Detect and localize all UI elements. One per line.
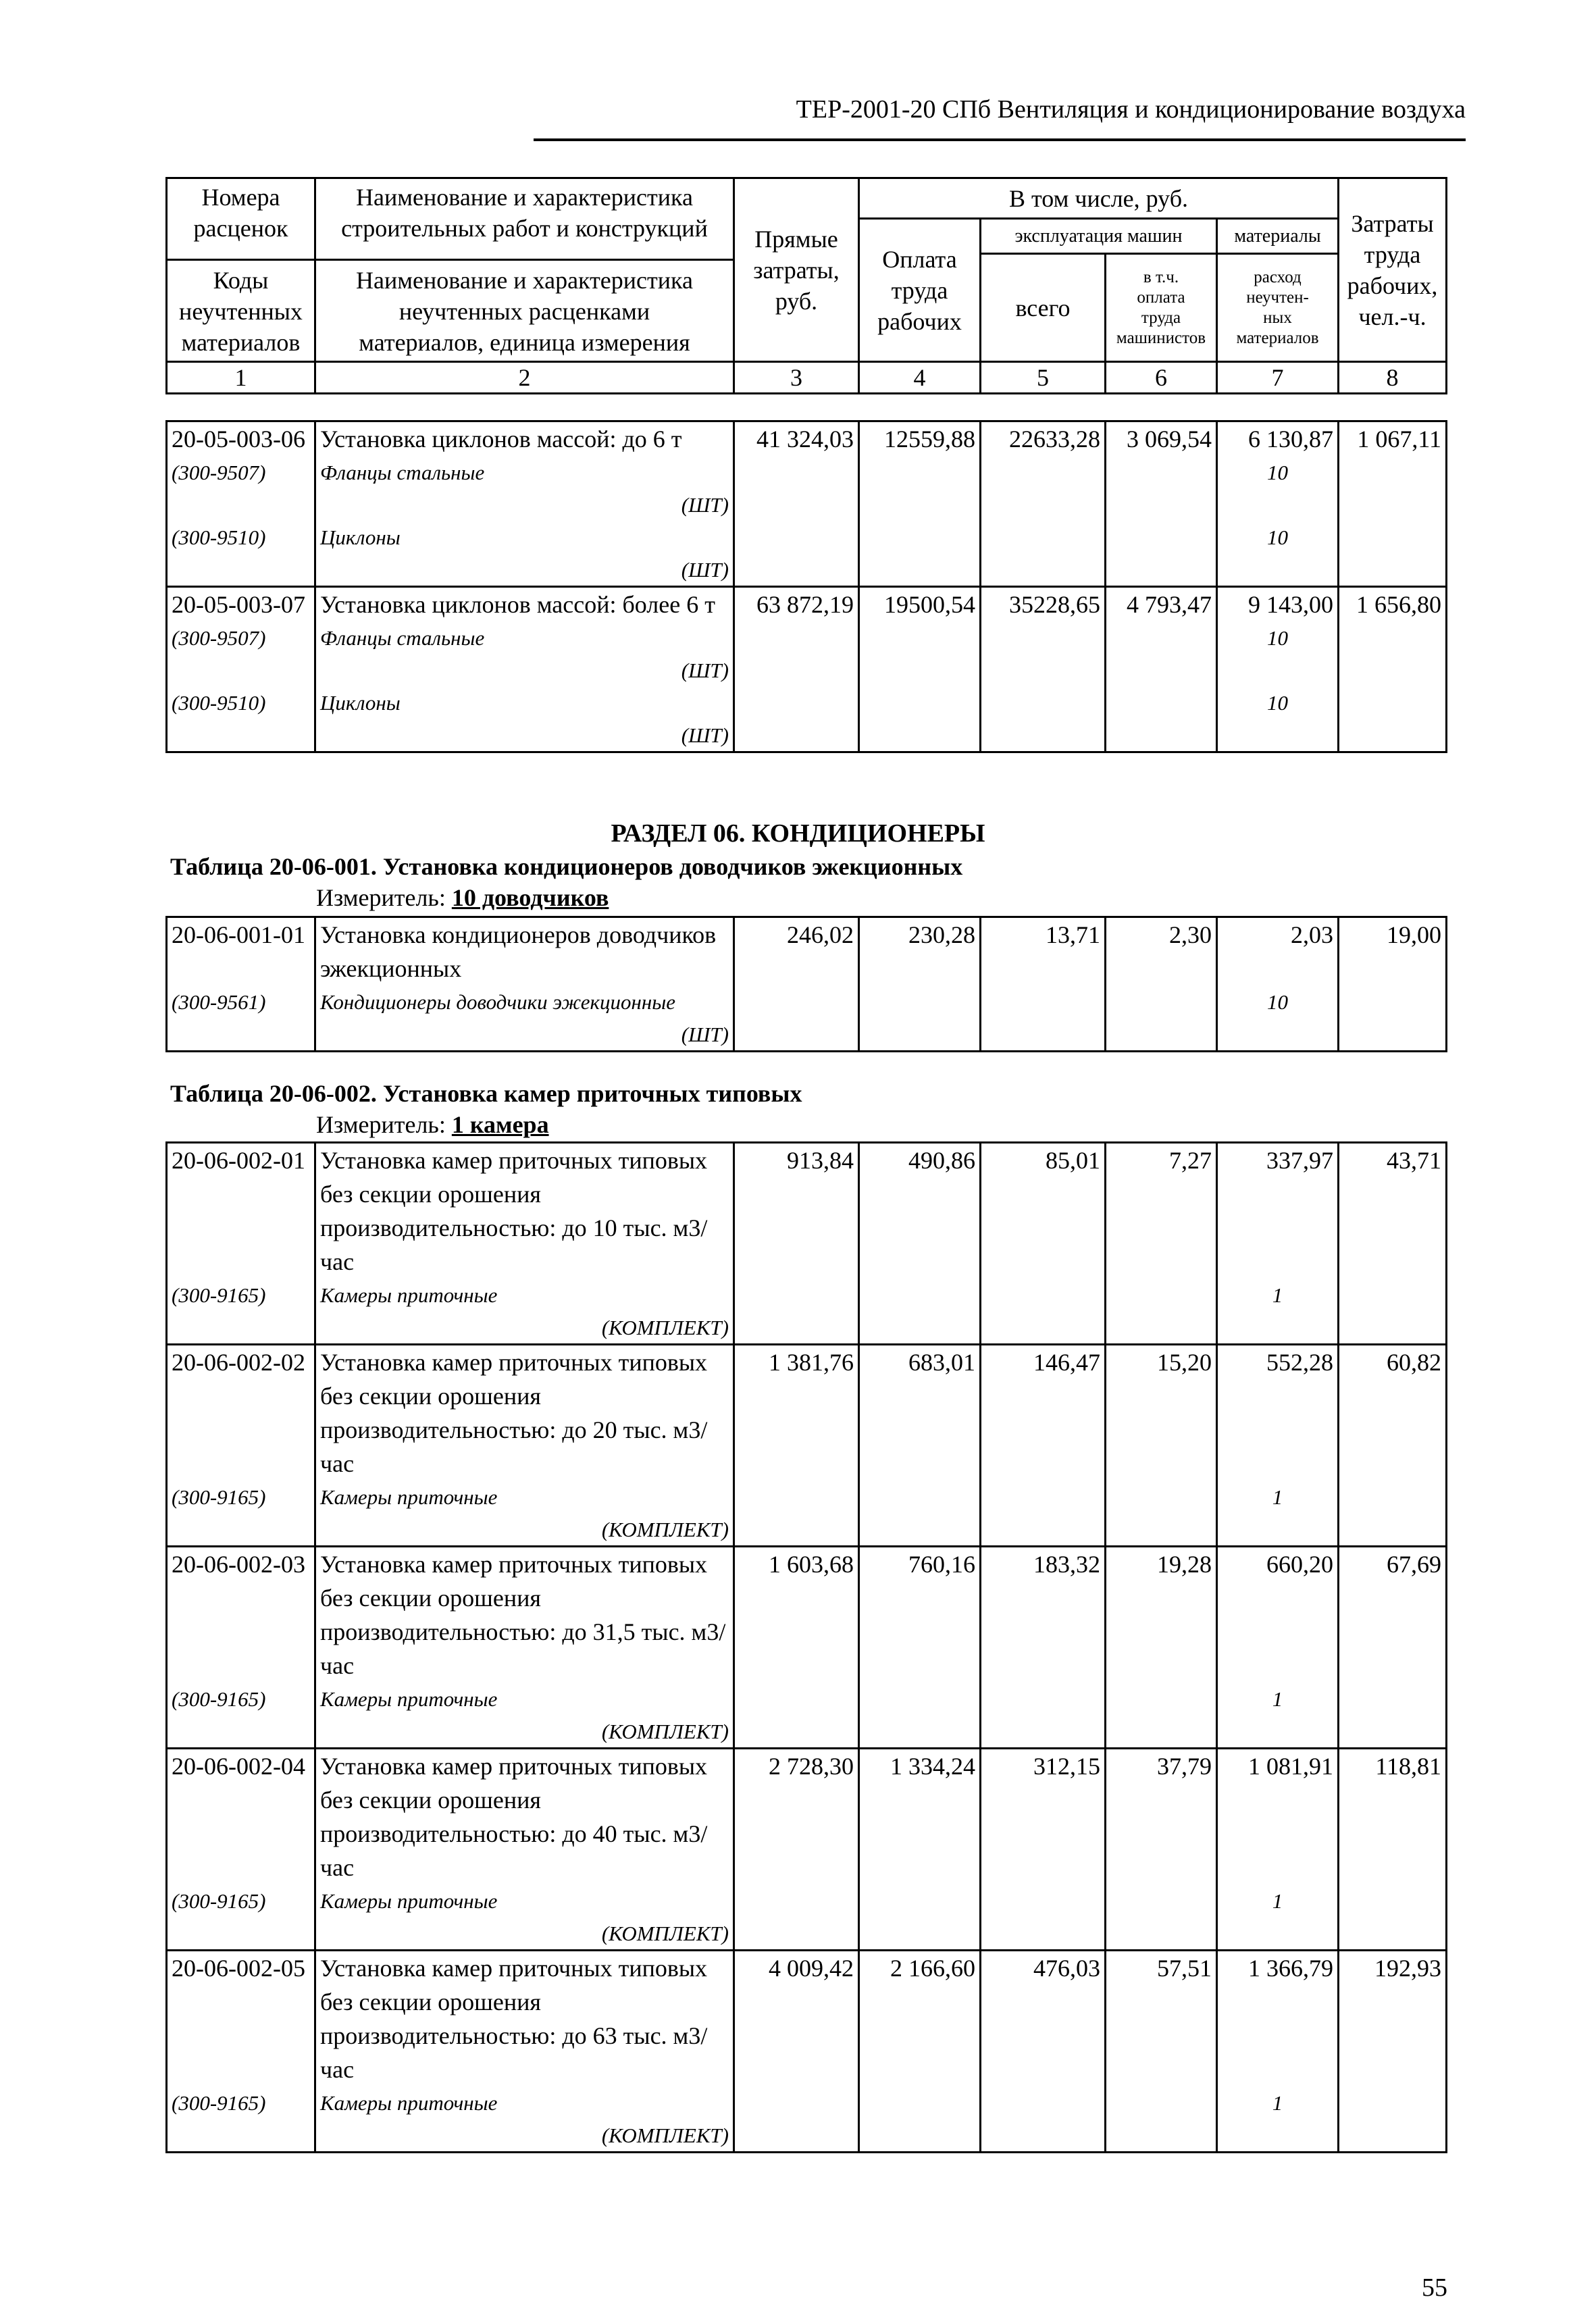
empty-cell <box>859 720 981 752</box>
empty-cell <box>981 621 1106 655</box>
section-title: РАЗДЕЛ 06. КОНДИЦИОНЕРЫ <box>611 819 985 848</box>
empty-cell <box>734 686 859 720</box>
empty-cell <box>167 1918 315 1951</box>
rate-name: Установка циклонов массой: до 6 т <box>315 421 734 457</box>
conditioners-table <box>165 916 1447 1052</box>
material-quantity: 10 <box>1217 985 1339 1019</box>
empty-cell <box>167 1514 315 1547</box>
empty-cell <box>1339 985 1447 1019</box>
materials-header: материалы <box>1217 219 1339 254</box>
machine-costs: 146,47 <box>981 1345 1106 1481</box>
machinist-pay: 19,28 <box>1106 1547 1217 1683</box>
material-quantity: 10 <box>1217 621 1339 655</box>
labor-hours: 19,00 <box>1339 917 1447 986</box>
empty-cell <box>981 1682 1106 1716</box>
empty-cell <box>859 655 981 686</box>
rate-row <box>167 587 1447 622</box>
empty-cell <box>1106 985 1217 1019</box>
machine-costs: 312,15 <box>981 1749 1106 1885</box>
col7-header: расход неучтен- ных материалов <box>1217 254 1339 362</box>
empty-cell <box>167 1019 315 1052</box>
empty-cell <box>981 1514 1106 1547</box>
empty-cell <box>1339 490 1447 521</box>
empty-cell <box>734 655 859 686</box>
empty-cell <box>981 490 1106 521</box>
direct-costs: 913,84 <box>734 1143 859 1279</box>
material-row <box>167 621 1447 655</box>
machinist-pay: 4 793,47 <box>1106 587 1217 622</box>
material-unit: (КОМПЛЕКТ) <box>315 1918 734 1951</box>
empty-cell <box>1339 720 1447 752</box>
empty-cell <box>859 1312 981 1345</box>
empty-cell <box>1106 686 1217 720</box>
labor-pay: 683,01 <box>859 1345 981 1481</box>
empty-cell <box>1339 655 1447 686</box>
empty-cell <box>1106 490 1217 521</box>
rate-row <box>167 917 1447 986</box>
empty-cell <box>734 1279 859 1312</box>
empty-cell <box>734 720 859 752</box>
empty-cell <box>981 720 1106 752</box>
labor-pay: 1 334,24 <box>859 1749 981 1885</box>
empty-cell <box>859 2086 981 2120</box>
empty-cell <box>859 521 981 555</box>
empty-cell <box>1106 1884 1217 1918</box>
rate-name: Установка камер приточных типовых без секции орошения производительностью: до 20 тыс. м3/час <box>315 1345 734 1481</box>
direct-costs: 2 728,30 <box>734 1749 859 1885</box>
material-row <box>167 1682 1447 1716</box>
material-unit-row <box>167 2120 1447 2153</box>
in-total-header: В том числе, руб. <box>859 178 1339 219</box>
supply-chambers-table <box>165 1141 1447 2153</box>
empty-cell <box>981 555 1106 587</box>
material-unit-row <box>167 1514 1447 1547</box>
rate-name: Установка камер приточных типовых без секции орошения производительностью: до 31,5 тыс. м3/час <box>315 1547 734 1683</box>
empty-cell <box>1106 1312 1217 1345</box>
empty-cell <box>167 655 315 686</box>
rate-row <box>167 1143 1447 1279</box>
machinist-pay: 7,27 <box>1106 1143 1217 1279</box>
empty-cell <box>1339 1312 1447 1345</box>
empty-cell <box>1106 621 1217 655</box>
direct-costs: 41 324,03 <box>734 421 859 457</box>
empty-cell <box>1339 1514 1447 1547</box>
material-quantity: 10 <box>1217 456 1339 490</box>
empty-cell <box>1106 2120 1217 2153</box>
labor-pay: 760,16 <box>859 1547 981 1683</box>
table2-measure: Измеритель: 1 камера <box>316 1111 549 1138</box>
labor-pay: 19500,54 <box>859 587 981 622</box>
table2-title: Таблица 20-06-002. Установка камер приточных типовых <box>170 1080 802 1107</box>
material-costs: 9 143,00 <box>1217 587 1339 622</box>
labor-hours: 43,71 <box>1339 1143 1447 1279</box>
empty-cell <box>981 985 1106 1019</box>
material-costs: 6 130,87 <box>1217 421 1339 457</box>
empty-cell <box>734 2086 859 2120</box>
material-name: Камеры приточные <box>315 1481 734 1514</box>
empty-cell <box>1339 521 1447 555</box>
material-row <box>167 686 1447 720</box>
machinist-pay: 15,20 <box>1106 1345 1217 1481</box>
labor-hours: 192,93 <box>1339 1951 1447 2087</box>
material-costs: 1 366,79 <box>1217 1951 1339 2087</box>
empty-cell <box>859 2120 981 2153</box>
material-code: (300-9510) <box>167 686 315 720</box>
rate-row <box>167 421 1447 457</box>
empty-cell <box>1106 720 1217 752</box>
material-quantity: 10 <box>1217 686 1339 720</box>
material-unit-row <box>167 1716 1447 1749</box>
material-name: Циклоны <box>315 686 734 720</box>
empty-cell <box>981 521 1106 555</box>
column-number-row <box>167 362 1447 394</box>
empty-cell <box>1217 2120 1339 2153</box>
col6-header: в т.ч. оплата труда машинистов <box>1106 254 1217 362</box>
empty-cell <box>859 621 981 655</box>
empty-cell <box>734 555 859 587</box>
rate-row <box>167 1547 1447 1683</box>
empty-cell <box>981 1019 1106 1052</box>
labor-pay: 230,28 <box>859 917 981 986</box>
page-number: 55 <box>1422 2273 1447 2302</box>
machine-costs: 35228,65 <box>981 587 1106 622</box>
labor-hours: 60,82 <box>1339 1345 1447 1481</box>
empty-cell <box>981 1279 1106 1312</box>
empty-cell <box>1339 1716 1447 1749</box>
direct-costs: 1 603,68 <box>734 1547 859 1683</box>
material-name: Камеры приточные <box>315 1279 734 1312</box>
material-unit-row <box>167 1312 1447 1345</box>
machine-costs: 85,01 <box>981 1143 1106 1279</box>
machinist-pay: 2,30 <box>1106 917 1217 986</box>
rate-code: 20-06-002-02 <box>167 1345 315 1481</box>
empty-cell <box>1217 1918 1339 1951</box>
col3-header: Прямые затраты, руб. <box>734 178 859 362</box>
material-unit: (ШТ) <box>315 490 734 521</box>
labor-hours: 118,81 <box>1339 1749 1447 1885</box>
material-code: (300-9165) <box>167 2086 315 2120</box>
material-code: (300-9510) <box>167 521 315 555</box>
empty-cell <box>167 1716 315 1749</box>
rate-code: 20-05-003-07 <box>167 587 315 622</box>
empty-cell <box>1217 1019 1339 1052</box>
rate-name: Установка кондиционеров доводчиков эжекционных <box>315 917 734 986</box>
labor-pay: 2 166,60 <box>859 1951 981 2087</box>
material-name: Камеры приточные <box>315 2086 734 2120</box>
machine-costs: 13,71 <box>981 917 1106 986</box>
col-number: 2 <box>315 362 734 394</box>
empty-cell <box>734 621 859 655</box>
material-name: Фланцы стальные <box>315 621 734 655</box>
empty-cell <box>734 1312 859 1345</box>
empty-cell <box>734 1716 859 1749</box>
empty-cell <box>734 1884 859 1918</box>
machine-costs: 476,03 <box>981 1951 1106 2087</box>
rate-code: 20-06-002-04 <box>167 1749 315 1885</box>
empty-cell <box>734 1918 859 1951</box>
empty-cell <box>859 555 981 587</box>
empty-cell <box>859 985 981 1019</box>
direct-costs: 1 381,76 <box>734 1345 859 1481</box>
material-costs: 552,28 <box>1217 1345 1339 1481</box>
empty-cell <box>1339 1918 1447 1951</box>
table1-title: Таблица 20-06-001. Установка кондиционеров доводчиков эжекционных <box>170 853 963 880</box>
material-row <box>167 985 1447 1019</box>
empty-cell <box>859 1884 981 1918</box>
empty-cell <box>734 490 859 521</box>
empty-cell <box>859 1019 981 1052</box>
empty-cell <box>1106 655 1217 686</box>
empty-cell <box>1339 621 1447 655</box>
machine-costs: 22633,28 <box>981 421 1106 457</box>
empty-cell <box>981 1884 1106 1918</box>
material-row <box>167 2086 1447 2120</box>
material-quantity: 1 <box>1217 2086 1339 2120</box>
material-quantity: 1 <box>1217 1682 1339 1716</box>
empty-cell <box>1339 1682 1447 1716</box>
empty-cell <box>1106 1019 1217 1052</box>
col-number: 8 <box>1339 362 1447 394</box>
col1-header: Номера расценок Коды неучтенных материалов <box>167 178 315 362</box>
direct-costs: 63 872,19 <box>734 587 859 622</box>
empty-cell <box>1339 456 1447 490</box>
material-costs: 1 081,91 <box>1217 1749 1339 1885</box>
material-unit: (КОМПЛЕКТ) <box>315 1312 734 1345</box>
rate-name: Установка камер приточных типовых без секции орошения производительностью: до 63 тыс. м3/час <box>315 1951 734 2087</box>
rate-name: Установка камер приточных типовых без секции орошения производительностью: до 40 тыс. м3/час <box>315 1749 734 1885</box>
empty-cell <box>1217 720 1339 752</box>
empty-cell <box>981 2120 1106 2153</box>
material-code: (300-9561) <box>167 985 315 1019</box>
empty-cell <box>734 985 859 1019</box>
material-code: (300-9165) <box>167 1481 315 1514</box>
rate-row <box>167 1951 1447 2087</box>
material-unit-row <box>167 1019 1447 1052</box>
rate-code: 20-05-003-06 <box>167 421 315 457</box>
material-unit: (КОМПЛЕКТ) <box>315 1716 734 1749</box>
col-number: 7 <box>1217 362 1339 394</box>
empty-cell <box>1106 1481 1217 1514</box>
material-row <box>167 1279 1447 1312</box>
empty-cell <box>1339 2120 1447 2153</box>
col-number: 6 <box>1106 362 1217 394</box>
empty-cell <box>1217 555 1339 587</box>
empty-cell <box>859 1716 981 1749</box>
material-unit: (ШТ) <box>315 555 734 587</box>
empty-cell <box>981 1481 1106 1514</box>
machinist-pay: 3 069,54 <box>1106 421 1217 457</box>
empty-cell <box>981 1716 1106 1749</box>
material-name: Камеры приточные <box>315 1682 734 1716</box>
table1-measure: Измеритель: 10 доводчиков <box>316 884 609 911</box>
col5-header: всего <box>981 254 1106 362</box>
material-unit: (КОМПЛЕКТ) <box>315 2120 734 2153</box>
empty-cell <box>1106 1716 1217 1749</box>
material-unit: (ШТ) <box>315 1019 734 1052</box>
material-quantity: 1 <box>1217 1884 1339 1918</box>
empty-cell <box>1217 1514 1339 1547</box>
empty-cell <box>1339 1481 1447 1514</box>
empty-cell <box>167 490 315 521</box>
material-row <box>167 1884 1447 1918</box>
rate-name: Установка циклонов массой: более 6 т <box>315 587 734 622</box>
header-rule <box>534 138 1466 141</box>
col8-header: Затраты труда рабочих, чел.-ч. <box>1339 178 1447 362</box>
machinist-pay: 57,51 <box>1106 1951 1217 2087</box>
material-quantity: 10 <box>1217 521 1339 555</box>
empty-cell <box>734 1019 859 1052</box>
empty-cell <box>859 1279 981 1312</box>
material-costs: 337,97 <box>1217 1143 1339 1279</box>
empty-cell <box>1217 1716 1339 1749</box>
empty-cell <box>981 456 1106 490</box>
machines-header: эксплуатация машин <box>981 219 1217 254</box>
material-costs: 660,20 <box>1217 1547 1339 1683</box>
empty-cell <box>1106 2086 1217 2120</box>
col4-header: Оплата труда рабочих <box>859 219 981 362</box>
material-code: (300-9165) <box>167 1279 315 1312</box>
material-unit-row <box>167 655 1447 686</box>
labor-pay: 490,86 <box>859 1143 981 1279</box>
material-unit: (КОМПЛЕКТ) <box>315 1514 734 1547</box>
empty-cell <box>167 720 315 752</box>
material-code: (300-9165) <box>167 1884 315 1918</box>
page-header-title: ТЕР-2001-20 СПб Вентиляция и кондиционирование воздуха <box>796 95 1466 124</box>
empty-cell <box>859 490 981 521</box>
empty-cell <box>734 1514 859 1547</box>
empty-cell <box>167 2120 315 2153</box>
rate-row <box>167 1749 1447 1885</box>
empty-cell <box>734 2120 859 2153</box>
col-number: 4 <box>859 362 981 394</box>
col-number: 1 <box>167 362 315 394</box>
col-number: 3 <box>734 362 859 394</box>
empty-cell <box>859 1918 981 1951</box>
empty-cell <box>981 655 1106 686</box>
material-row <box>167 521 1447 555</box>
rate-code: 20-06-001-01 <box>167 917 315 986</box>
material-unit-row <box>167 720 1447 752</box>
empty-cell <box>1106 1682 1217 1716</box>
empty-cell <box>859 456 981 490</box>
rate-code: 20-06-002-05 <box>167 1951 315 2087</box>
empty-cell <box>734 456 859 490</box>
cyclones-table <box>165 420 1447 753</box>
machinist-pay: 37,79 <box>1106 1749 1217 1885</box>
material-code: (300-9507) <box>167 621 315 655</box>
empty-cell <box>1339 555 1447 587</box>
empty-cell <box>1106 1514 1217 1547</box>
material-costs: 2,03 <box>1217 917 1339 986</box>
empty-cell <box>734 521 859 555</box>
material-row <box>167 456 1447 490</box>
labor-hours: 1 656,80 <box>1339 587 1447 622</box>
empty-cell <box>1217 1312 1339 1345</box>
empty-cell <box>859 1682 981 1716</box>
labor-hours: 67,69 <box>1339 1547 1447 1683</box>
empty-cell <box>1339 1884 1447 1918</box>
empty-cell <box>1106 1279 1217 1312</box>
material-unit-row <box>167 490 1447 521</box>
material-code: (300-9165) <box>167 1682 315 1716</box>
direct-costs: 246,02 <box>734 917 859 986</box>
labor-hours: 1 067,11 <box>1339 421 1447 457</box>
empty-cell <box>859 1481 981 1514</box>
empty-cell <box>981 686 1106 720</box>
material-name: Кондиционеры доводчики эжекционные <box>315 985 734 1019</box>
rate-row <box>167 1345 1447 1481</box>
empty-cell <box>1339 686 1447 720</box>
empty-cell <box>167 1312 315 1345</box>
material-row <box>167 1481 1447 1514</box>
empty-cell <box>1339 2086 1447 2120</box>
material-unit-row <box>167 555 1447 587</box>
column-header-table <box>165 177 1447 394</box>
machine-costs: 183,32 <box>981 1547 1106 1683</box>
col-number: 5 <box>981 362 1106 394</box>
empty-cell <box>1106 555 1217 587</box>
labor-pay: 12559,88 <box>859 421 981 457</box>
material-quantity: 1 <box>1217 1481 1339 1514</box>
rate-code: 20-06-002-03 <box>167 1547 315 1683</box>
empty-cell <box>1339 1019 1447 1052</box>
empty-cell <box>1217 655 1339 686</box>
material-unit-row <box>167 1918 1447 1951</box>
col2-header: Наименование и характеристика строительных работ и конструкций Наименование и характеристика неучтенных расценками материалов, единица измерения <box>315 178 734 362</box>
empty-cell <box>734 1481 859 1514</box>
material-name: Фланцы стальные <box>315 456 734 490</box>
material-name: Камеры приточные <box>315 1884 734 1918</box>
material-quantity: 1 <box>1217 1279 1339 1312</box>
empty-cell <box>859 686 981 720</box>
empty-cell <box>1106 1918 1217 1951</box>
empty-cell <box>1217 490 1339 521</box>
rate-name: Установка камер приточных типовых без секции орошения производительностью: до 10 тыс. м3/час <box>315 1143 734 1279</box>
rate-code: 20-06-002-01 <box>167 1143 315 1279</box>
material-name: Циклоны <box>315 521 734 555</box>
empty-cell <box>981 1312 1106 1345</box>
empty-cell <box>859 1514 981 1547</box>
empty-cell <box>981 2086 1106 2120</box>
empty-cell <box>1106 521 1217 555</box>
direct-costs: 4 009,42 <box>734 1951 859 2087</box>
empty-cell <box>981 1918 1106 1951</box>
material-unit: (ШТ) <box>315 720 734 752</box>
empty-cell <box>167 555 315 587</box>
material-unit: (ШТ) <box>315 655 734 686</box>
material-code: (300-9507) <box>167 456 315 490</box>
empty-cell <box>1339 1279 1447 1312</box>
empty-cell <box>1106 456 1217 490</box>
empty-cell <box>734 1682 859 1716</box>
